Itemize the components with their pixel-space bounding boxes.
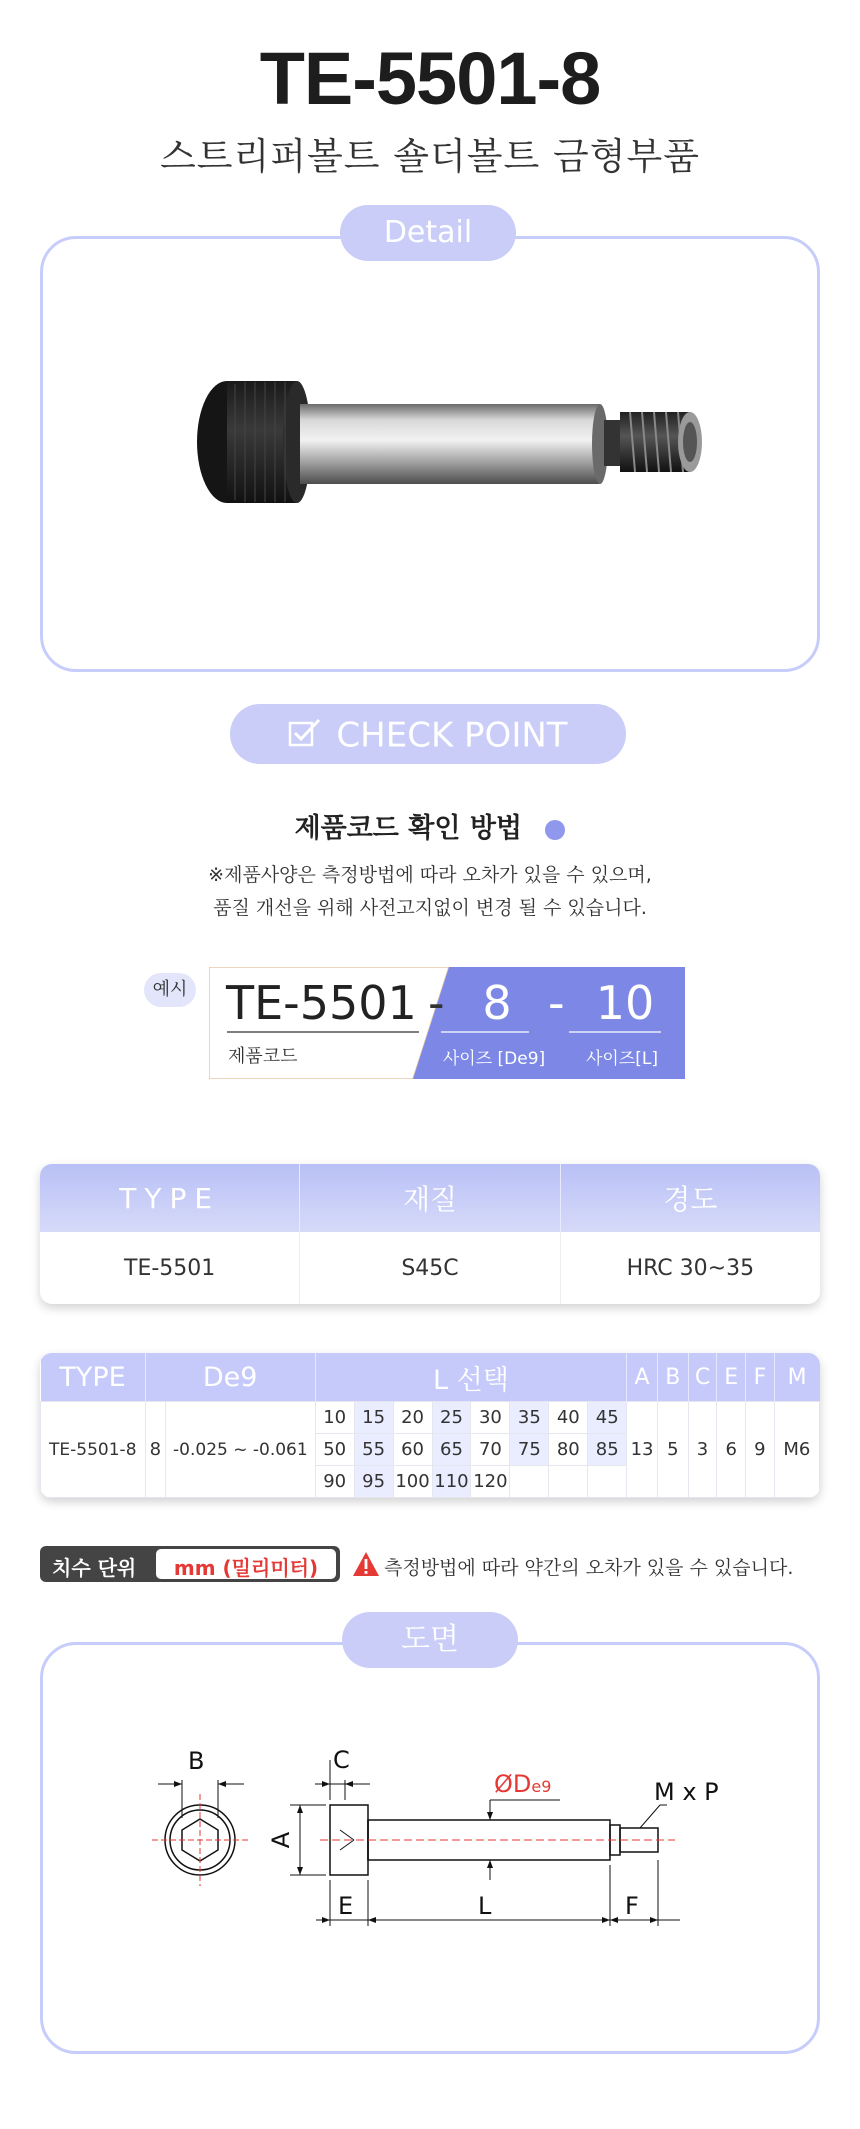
cell-l: 80: [549, 1434, 588, 1466]
cell-e: 6: [717, 1402, 746, 1498]
cell-l: 40: [549, 1402, 588, 1434]
dim-a-label: A: [267, 1831, 296, 1849]
cell-hardness: HRC 30~35: [560, 1232, 820, 1304]
cell-material: S45C: [299, 1232, 559, 1304]
header-l: L 선택: [315, 1353, 627, 1402]
spec-table-row: [40, 1232, 820, 1304]
unit-value: mm (밀리미터): [173, 1556, 319, 1580]
cell-type: TE-5501-8: [41, 1402, 146, 1498]
header-f: F: [746, 1353, 775, 1402]
cell-l: 35: [510, 1402, 549, 1434]
size-l-value: 10: [595, 976, 655, 1030]
size-l-caption: 사이즈[L]: [585, 1049, 658, 1069]
cell-l: 65: [432, 1434, 471, 1466]
note-line-2: 품질 개선을 위해 사전고지없이 변경 될 수 있습니다.: [213, 897, 647, 919]
dim-mxp-label: M x P: [654, 1778, 719, 1806]
spec-table: [40, 1164, 820, 1304]
cell-l: 60: [393, 1434, 432, 1466]
dot-icon: [545, 820, 565, 840]
cell-a: 13: [627, 1402, 658, 1498]
checkpoint-pill: [230, 704, 626, 764]
unit-label: 치수 단위: [52, 1556, 137, 1580]
header-material: 재질: [299, 1164, 559, 1232]
dim-f-label: F: [625, 1892, 639, 1920]
checkbox-icon: [288, 706, 322, 766]
header-hardness: 경도: [560, 1164, 820, 1232]
cell-l: 25: [432, 1402, 471, 1434]
cell-b: 5: [657, 1402, 688, 1498]
checkpoint-label: CHECK POINT: [336, 715, 568, 756]
dim-de9-label: [494, 1770, 551, 1798]
cell-l: 90: [315, 1466, 354, 1498]
cell-tolerance: -0.025 ~ -0.061: [166, 1402, 316, 1498]
header-type: TYPE: [41, 1353, 146, 1402]
dim-c-label: C: [333, 1746, 350, 1774]
cell-l: 100: [393, 1466, 432, 1498]
cell-l: 10: [315, 1402, 354, 1434]
example-label: 예시: [152, 979, 188, 1000]
drawing-pill: [342, 1612, 518, 1668]
product-subtitle: 스트리퍼볼트 숄더볼트 금형부품: [160, 135, 700, 178]
size-table: [40, 1353, 820, 1498]
header-m: M: [774, 1353, 819, 1402]
cell-l: 50: [315, 1434, 354, 1466]
dim-b-label: B: [188, 1747, 205, 1775]
cell-l: 95: [354, 1466, 393, 1498]
code-dash-1: -: [428, 976, 445, 1030]
cell-l: 30: [471, 1402, 510, 1434]
spec-table-header: [40, 1164, 820, 1232]
cell-f: 9: [746, 1402, 775, 1498]
cell-l: [549, 1466, 588, 1498]
de9-main: ØD: [494, 1770, 532, 1798]
header-type: TYPE: [119, 1181, 221, 1215]
unit-warning: 측정방법에 따라 약간의 오차가 있을 수 있습니다.: [384, 1557, 794, 1579]
de9-sub: e9: [531, 1777, 552, 1796]
cell-l: [510, 1466, 549, 1498]
cell-l: 120: [471, 1466, 510, 1498]
dim-e-label: E: [338, 1892, 354, 1920]
header-a: A: [627, 1353, 658, 1402]
header-e: E: [717, 1353, 746, 1402]
cell-l: 70: [471, 1434, 510, 1466]
end-view: [158, 1780, 244, 1875]
cell-l: 15: [354, 1402, 393, 1434]
cell-l: 85: [588, 1434, 627, 1466]
cell-l: 45: [588, 1402, 627, 1434]
code-value: TE-5501: [226, 976, 417, 1030]
cell-l: 55: [354, 1434, 393, 1466]
shoulder-bolt-photo: [190, 360, 710, 560]
cell-m: M6: [774, 1402, 819, 1498]
cell-l: [588, 1466, 627, 1498]
cell-l: 75: [510, 1434, 549, 1466]
cell-c: 3: [688, 1402, 717, 1498]
warning-icon: [352, 1551, 380, 1577]
drawing-label: 도면: [401, 1622, 459, 1657]
detail-label: Detail: [383, 215, 473, 250]
detail-pill: [340, 205, 516, 261]
table-row: [41, 1402, 820, 1434]
dim-l-label: L: [478, 1892, 492, 1920]
cell-l: 20: [393, 1402, 432, 1434]
size-table-header: [41, 1353, 820, 1402]
code-heading-text: 제품코드 확인 방법: [294, 813, 523, 844]
cell-type: TE-5501: [124, 1255, 216, 1281]
header-b: B: [657, 1353, 688, 1402]
code-caption: 제품코드: [228, 1046, 298, 1067]
technical-drawing: [140, 1720, 740, 1960]
header-c: C: [688, 1353, 717, 1402]
example-badge: [144, 973, 196, 1007]
note-line-1: ※제품사양은 측정방법에 따라 오차가 있을 수 있으며,: [208, 864, 652, 886]
cell-d: 8: [145, 1402, 166, 1498]
product-title: TE-5501-8: [259, 37, 601, 120]
size-de9-caption: 사이즈 [De9]: [442, 1049, 546, 1069]
header-de9: De9: [145, 1353, 315, 1402]
cell-l: 110: [432, 1466, 471, 1498]
size-de9-value: 8: [482, 976, 512, 1030]
code-heading: [0, 806, 860, 845]
code-dash-2: -: [548, 976, 565, 1030]
